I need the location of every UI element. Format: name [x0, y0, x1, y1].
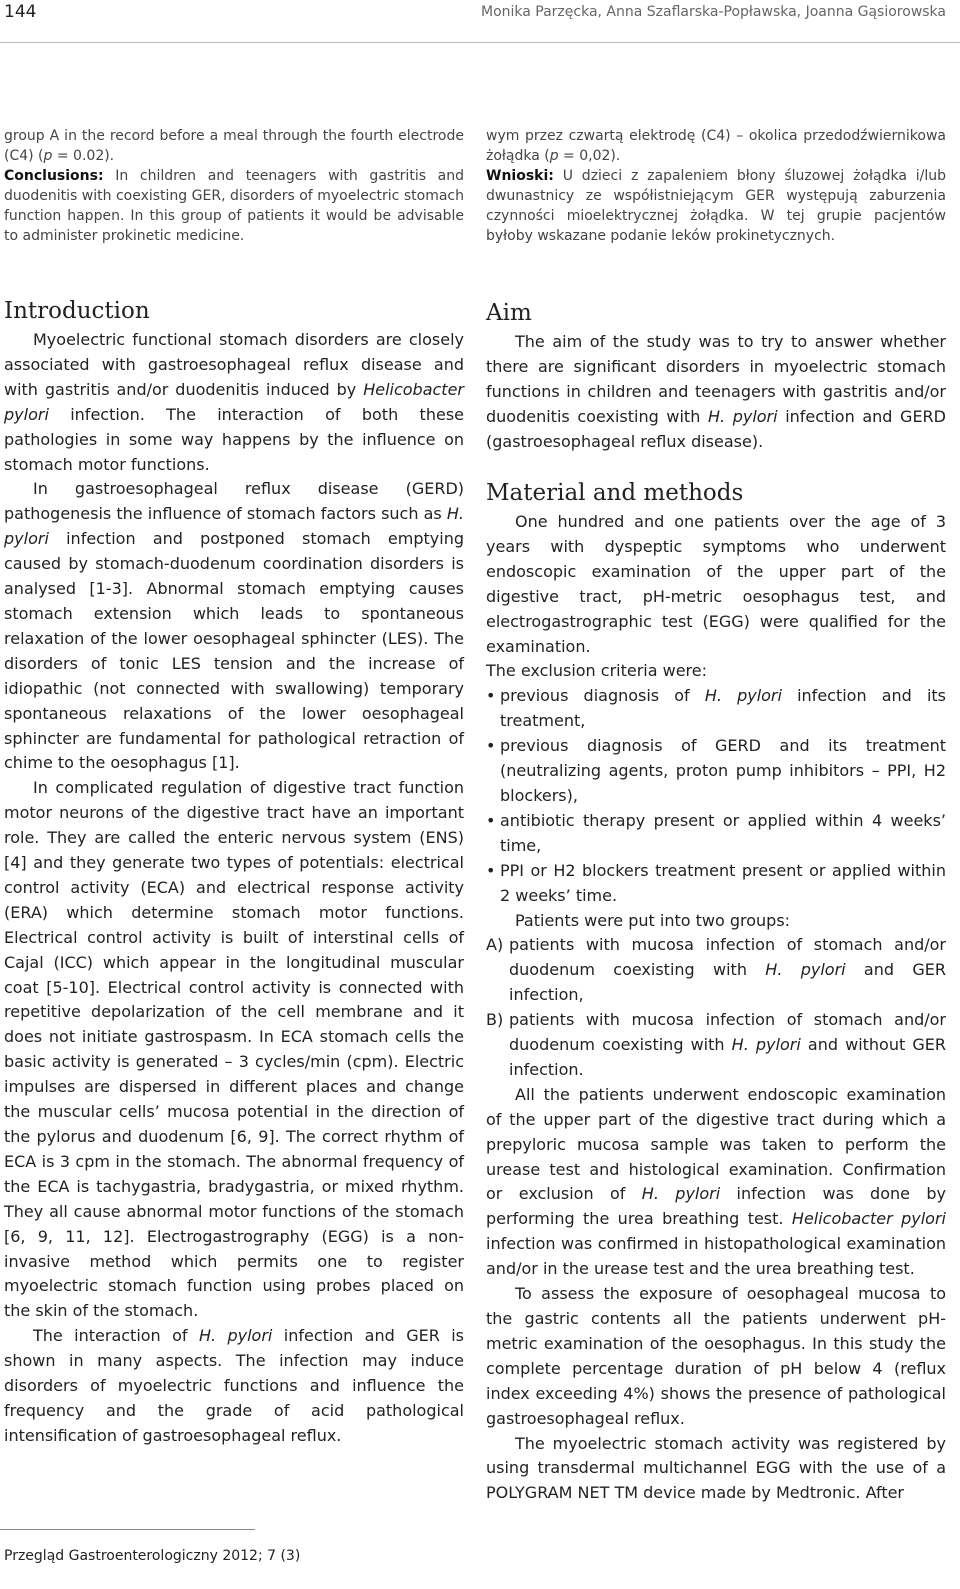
- introduction-heading: Introduction: [4, 298, 150, 324]
- list-item: • previous diagnosis of GERD and its treatment (neutralizing agents, proton pump inhibitors – PPI, H2 blockers),: [486, 734, 946, 809]
- list-item: • antibiotic therapy present or applied within 4 weeks’ time,: [486, 809, 946, 859]
- methods-paragraph-3: To assess the exposure of oesophageal mucosa to the gastric contents all the patients underwent pH-metric examination of the oesophagus. In this study the complete percentage duration of pH below 4 (reflux index exceeding 4%) shows the presence of pathological gastroesophageal reflux.: [486, 1284, 946, 1428]
- abstract-pl-conclusions: Wnioski: U dzieci z zapaleniem błony śluzowej żołądka i/lub dwunastnicy ze współistniejącym GER występują zaburzenia czynności mioelektrycznej żołądka. W tej grupie pacjentów byłoby wskazane podanie leków prokinetycznych.: [486, 168, 946, 244]
- list-item: • PPI or H2 blockers treatment present or applied within 2 weeks’ time.: [486, 859, 946, 909]
- abstract-polish: [486, 126, 946, 246]
- introduction-section: [4, 296, 464, 1449]
- wnioski-label: Wnioski:: [486, 168, 554, 184]
- exclusion-criteria-intro: The exclusion criteria were:: [486, 661, 708, 681]
- group-a-item: A) patients with mucosa infection of stomach and/or duodenum coexisting with H. pylori and GER infection,: [486, 935, 946, 1005]
- running-header: [0, 0, 960, 43]
- exclusion-criteria-list: [486, 684, 946, 908]
- methods-section: [486, 478, 946, 1506]
- aim-section: [486, 298, 946, 455]
- methods-paragraph-2: All the patients underwent endoscopic examination of the upper part of the digestive tract during which a prepyloric mucosa sample was taken to perform the urease test and histological examination. Confirmation or exclusion of H. pylori infection was done by performing the urea breathing test. Helicobacter pylori infection was confirmed in histopathological examination and/or in the urease test and the urea breathing test.: [486, 1084, 946, 1279]
- groups-intro: Patients were put into two groups:: [515, 910, 791, 930]
- intro-paragraph-1: Myoelectric functional stomach disorders are closely associated with gastroesophageal reflux disease and with gastritis and/or duodenitis induced by Helicobacter pylori infection. The interaction of both these pathologies in some way happens by the influence on stomach motor functions.: [4, 330, 464, 474]
- journal-citation: Przegląd Gastroenterologiczny 2012; 7 (3): [4, 1548, 301, 1564]
- methods-heading: Material and methods: [486, 480, 744, 506]
- intro-paragraph-3: In complicated regulation of digestive tract function motor neurons of the digestive tract have an important role. They are called the enteric nervous system (ENS) [4] and they generate two types of potentials: electrical control activity (ECA) and electrical response activity (ERA) which determine stomach motor functions. Electrical control activity is built of interstinal cells of Cajal (ICC) which appear in the longitudinal muscular coat [5-10]. Electrical control activity is connected with repetitive depolarization of the cell membrane and it does not initiate gastrospasm. In ECA stomach cells the basic activity is generated – 3 cycles/min (cpm). Electric impulses are dispersed in different places and change the muscular cells’ mucosa potential in the direction of the pylorus and duodenum [6, 9]. The correct rhythm of ECA is 3 cpm in the stomach. The abnormal frequency of the ECA is tachygastria, bradygastria, or mixed rhythm. They all cause abnormal motor functions of the stomach [6, 9, 11, 12]. Electrogastrography (EGG) is a non-invasive method which permits one to register myoelectric stomach function using probes placed on the skin of the stomach.: [4, 778, 464, 1321]
- aim-heading: Aim: [486, 300, 532, 326]
- intro-paragraph-2: In gastroesophageal reflux disease (GERD) pathogenesis the influence of stomach factors such as H. pylori infection and postponed stomach emptying caused by stomach-duodenum coordination disorders is analysed [1-3]. Abnormal stomach emptying causes stomach extension which leads to spontaneous relaxation of the lower oesophageal sphincter (LES). The disorders of tonic LES tension and the increase of idiopathic (not connected with swallowing) temporary spontaneous relaxations of the lower oesophageal sphincter are fundamental for pathological retraction of chime to the oesophagus [1].: [4, 479, 464, 773]
- abstract-english: [4, 126, 464, 246]
- patient-groups-list: [486, 933, 946, 1082]
- footer-divider: [0, 1529, 255, 1530]
- abstract-conclusions: Conclusions: In children and teenagers with gastritis and duodenitis with coexisting GER, disorders of myoelectric stomach function happen. In this group of patients it would be advisable to administer prokinetic medicine.: [4, 168, 464, 244]
- aim-paragraph: The aim of the study was to try to answer whether there are significant disorders in myoelectric stomach functions in children and teenagers with gastritis and/or duodenitis coexisting with H. pylori infection and GERD (gastroesophageal reflux disease).: [486, 332, 946, 451]
- methods-paragraph-4: The myoelectric stomach activity was registered by using transdermal multichannel EGG with the use of a POLYGRAM NET TM device made by Medtronic. After: [486, 1433, 946, 1503]
- list-item: • previous diagnosis of H. pylori infection and its treatment,: [486, 684, 946, 734]
- group-b-item: B) patients with mucosa infection of stomach and/or duodenum coexisting with H. pylori and without GER infection.: [486, 1010, 946, 1079]
- intro-paragraph-4: The interaction of H. pylori infection and GER is shown in many aspects. The infection may induce disorders of myoelectric functions and influence the frequency and the grade of acid pathological intensification of gastroesophageal reflux.: [4, 1326, 465, 1445]
- conclusions-label: Conclusions:: [4, 168, 104, 184]
- methods-paragraph-1: One hundred and one patients over the age of 3 years with dyspeptic symptoms who underwent endoscopic examination of the upper part of the digestive tract, pH-metric oesophagus test, and electrogastrographic test (EGG) were qualified for the examination.: [486, 512, 946, 656]
- abstract-pl-results-tail: wym przez czwartą elektrodę (C4) – okolica przedodźwiernikowa żołądka (p = 0,02).: [486, 128, 946, 164]
- abstract-results-tail: group A in the record before a meal through the fourth electrode (C4) (p = 0.02).: [4, 128, 464, 164]
- page-number: 144: [4, 2, 37, 22]
- running-head-authors: Monika Parzęcka, Anna Szaflarska-Popławska, Joanna Gąsiorowska: [480, 4, 946, 20]
